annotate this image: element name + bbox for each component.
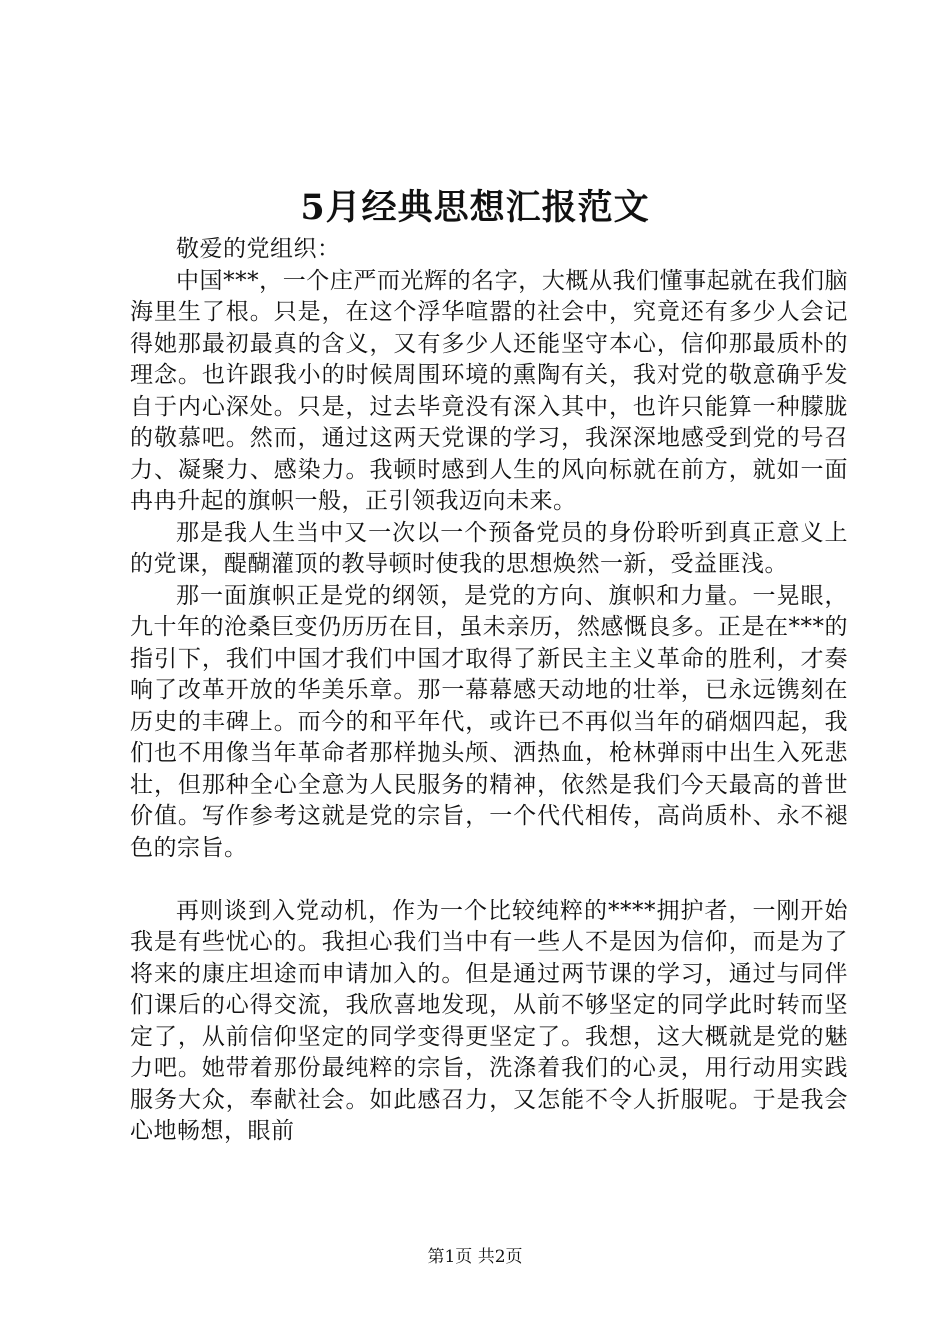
document-body	[130, 234, 848, 1148]
page-title: 5月经典思想汇报范文	[300, 187, 650, 228]
salutation: 敬爱的党组织：	[176, 236, 341, 262]
paragraph-2: 那是我人生当中又一次以一个预备党员的身份聆听到真正意义上的党课，醍醐灌顶的教导顿时使我的思想焕然一新，受益匪浅。	[130, 519, 848, 577]
paragraph-3: 那一面旗帜正是党的纲领，是党的方向、旗帜和力量。一晃眼，九十年的沧桑巨变仍历历在目，虽未亲历，然感慨良多。正是在***的指引下，我们中国才我们中国才取得了新民主主义革命的胜利，才奏响了改革开放的华美乐章。那一幕幕感天动地的壮举，已永远镌刻在历史的丰碑上。而今的和平年代，或许已不再似当年的硝烟四起，我们也不用像当年革命者那样抛头颅、洒热血，枪林弹雨中出生入死悲壮，但那种全心全意为人民服务的精神，依然是我们今天最高的普世价值。写作参考这就是党的宗旨，一个代代相传，高尚质朴、永不褪色的宗旨。	[130, 582, 848, 861]
paragraph-4: 再则谈到入党动机，作为一个比较纯粹的****拥护者，一刚开始我是有些忧心的。我担心我们当中有一些人不是因为信仰，而是为了将来的康庄坦途而申请加入的。但是通过两节课的学习，通过与同伴们课后的心得交流，我欣喜地发现，从前不够坚定的同学此时转而坚定了，从前信仰坚定的同学变得更坚定了。我想，这大概就是党的魅力吧。她带着那份最纯粹的宗旨，洗涤着我们的心灵，用行动用实践服务大众，奉献社会。如此感召力，又怎能不令人折服呢。于是我会心地畅想，眼前	[130, 897, 848, 1144]
paragraph-1: 中国***，一个庄严而光辉的名字，大概从我们懂事起就在我们脑海里生了根。只是，在这个浮华喧嚣的社会中，究竟还有多少人会记得她那最初最真的含义，又有多少人还能坚守本心，信仰那最质朴的理念。也许跟我小的时候周围环境的熏陶有关，我对党的敬意确乎发自于内心深处。只是，过去毕竟没有深入其中，也许只能算一种朦胧的敬慕吧。然而，通过这两天党课的学习，我深深地感受到党的号召力、凝聚力、感染力。我顿时感到人生的风向标就在前方，就如一面冉冉升起的旗帜一般，正引领我迈向未来。	[130, 267, 848, 514]
page-number-footer: 第1页 共2页	[427, 1247, 523, 1267]
